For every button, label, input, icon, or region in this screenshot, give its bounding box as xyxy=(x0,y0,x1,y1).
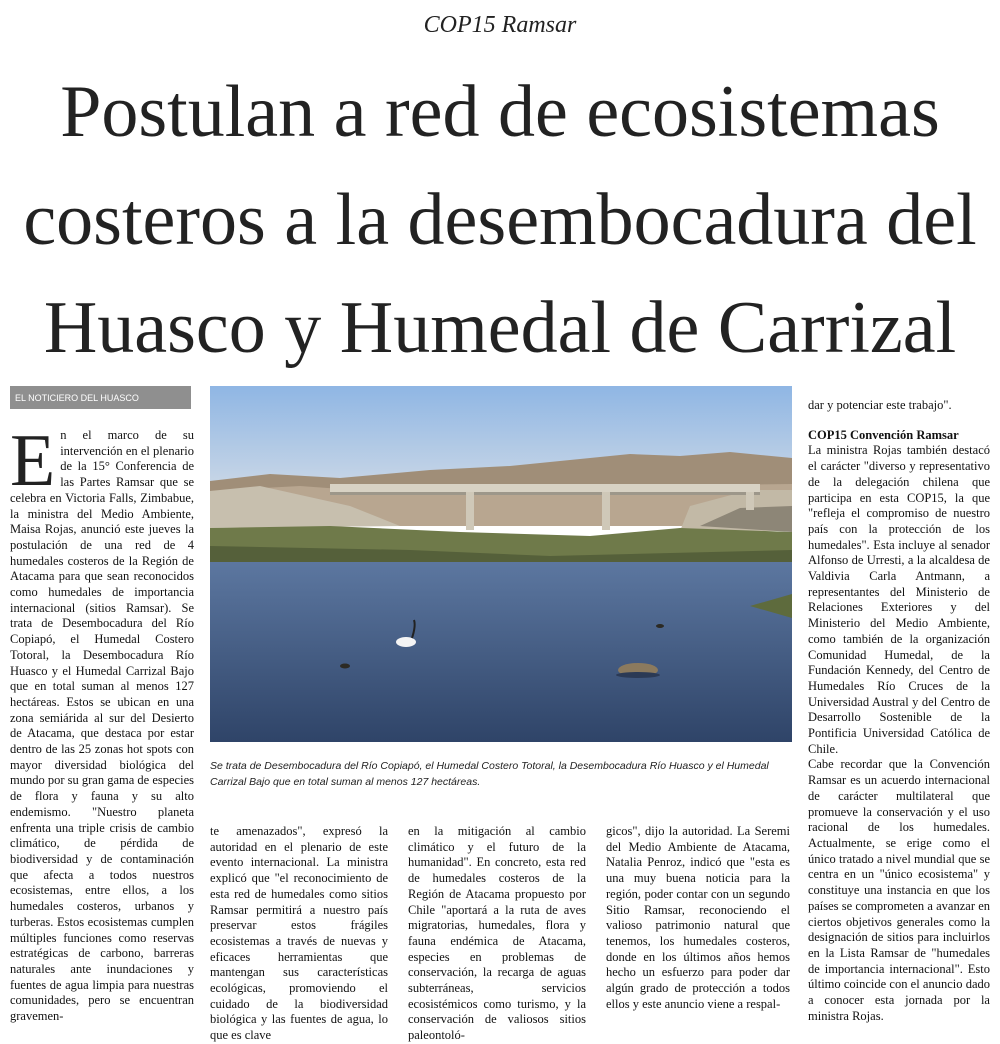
section-kicker: COP15 Ramsar xyxy=(423,12,577,38)
wetland-bridge-photo xyxy=(210,386,792,742)
subheading: COP15 Convención Ramsar xyxy=(808,427,959,442)
article-column-3: en la mitigación al cambio climático y el futuro de la humanidad". En concreto, esta red de humedales costeros de la Región de Atacama propuesto por Chile "aportará a la ruta de aves migratorias, humedales, flora y fauna endémica de Atacama, especies en problemas de conservación, la recarga de aguas subterráneas, servicios ecosistémicos como turismo, y la conservación de valiosos sitios paleontoló- xyxy=(408,824,586,1043)
photo-caption: Se trata de Desembocadura del Río Copiapó, el Humedal Costero Totoral, la Desembocadura Río Huasco y el Humedal Carrizal Bajo que en total suman al menos 127 hectáreas. xyxy=(210,760,769,788)
column-5-paragraph-1: La ministra Rojas también destacó el carácter "diverso y representativo de la delegación chilena que participa en esta COP15, la que "refleja el compromiso de nuestro país con la protección de los humedales". Esta incluye al senador Alfonso de Urresti, a la alcaldesa de Valdivia Carla Antmann, a representantes del Ministerio de Relaciones Exteriores y del Ministerio del Medio Ambiente, como también de la organización Comunidad Humedal, de la Fundación Kennedy, del Centro de Humedales Río Cruces de la Universidad Austral y del Centro de Desarrollo Sostenible de la Pontificia Universidad Católica de Chile. xyxy=(808,443,990,756)
headline: Postulan a red de ecosistemas costeros a la desembocadura del Huasco y Humedal de Carrizal xyxy=(23,71,977,369)
article-column-5 xyxy=(808,398,990,1024)
article-column-4: gicos", dijo la autoridad. La Seremi del Medio Ambiente de Atacama, Natalia Penroz, indicó que "esta es una muy buena noticia para la región, poder contar con un segundo Sitio Ramsar, reconociendo el valioso patrimonio natural que tenemos, los humedales costeros, donde en los últimos años hemos hecho un esfuerzo para poder dar algún grado de protección a todos ellos y este anuncio viene a respal- xyxy=(606,824,790,1011)
news-photo xyxy=(210,386,792,742)
column-1-text: n el marco de su intervención en el plenario de la 15° Conferencia de las Partes Ramsar que se celebra en Victoria Falls, Zimbabue, la ministra del Medio Ambiente, Maisa Rojas, anunció este jueves la postulación de una red de 4 humedales costeros de la Región de Atacama para que sean reconocidos como humedales de importancia internacional (sitios Ramsar). Se trata de Desembocadura del Río Copiapó, el Humedal Costero Totoral, la Desembocadura Río Huasco y el Humedal Carrizal Bajo que en total suman al menos 127 hectáreas. Estos se ubican en una zona semiárida al sur del Desierto de Atacama, que destaca por estar dentro de las 25 zonas hot spots con mayor diversidad biológica del mundo por su gran gama de especies de flora y fauna y su alto endemismo. "Nuestro planeta enfrenta una triple crisis de cambio climático, de pérdida de biodiversidad y de contaminación que afecta a todos nuestros ecosistemas, entre ellos, a los humedales costeros, urbanos y turberas. Estos ecosistemas cumplen múltiples funciones como reservas estratégicas de carbono, barreras naturales ante inundaciones y fuentes de agua limpia para nuestras comunidades, pero se encuentran gravemen- xyxy=(10,428,194,1024)
article-column-1 xyxy=(10,420,194,1025)
source-label: EL NOTICIERO DEL HUASCO xyxy=(10,386,191,409)
column-5-intro: dar y potenciar este trabajo". xyxy=(808,398,952,412)
drop-cap: E xyxy=(10,420,56,502)
column-5-paragraph-2: Cabe recordar que la Convención Ramsar es un acuerdo internacional de carácter multilateral que promueve la conservación y el uso racional de los humedales. Actualmente, se erige como el único tratado a nivel mundial que se centra en un "único ecosistema" y constituye una instancia en que los países se comprometen a avanzar en ciertos objetivos generales como la designación de sitios para incluirlos en la Lista Ramsar de "humedales de importancia internacional". Esto último coincide con el anuncio dado a conocer esta jornada por la ministra Rojas. xyxy=(808,757,990,1023)
article-column-2: te amenazados", expresó la autoridad en el plenario de este evento internacional. La ministra explicó que "el reconocimiento de esta red de humedales como sitios Ramsar permitirá a nuestro país preservar estos frágiles ecosistemas a través de nuevas y eficaces herramientas que mantengan sus características ecológicas, promoviendo el cuidado de la biodiversidad biológica y las fuentes de agua, lo que es clave xyxy=(210,824,388,1043)
